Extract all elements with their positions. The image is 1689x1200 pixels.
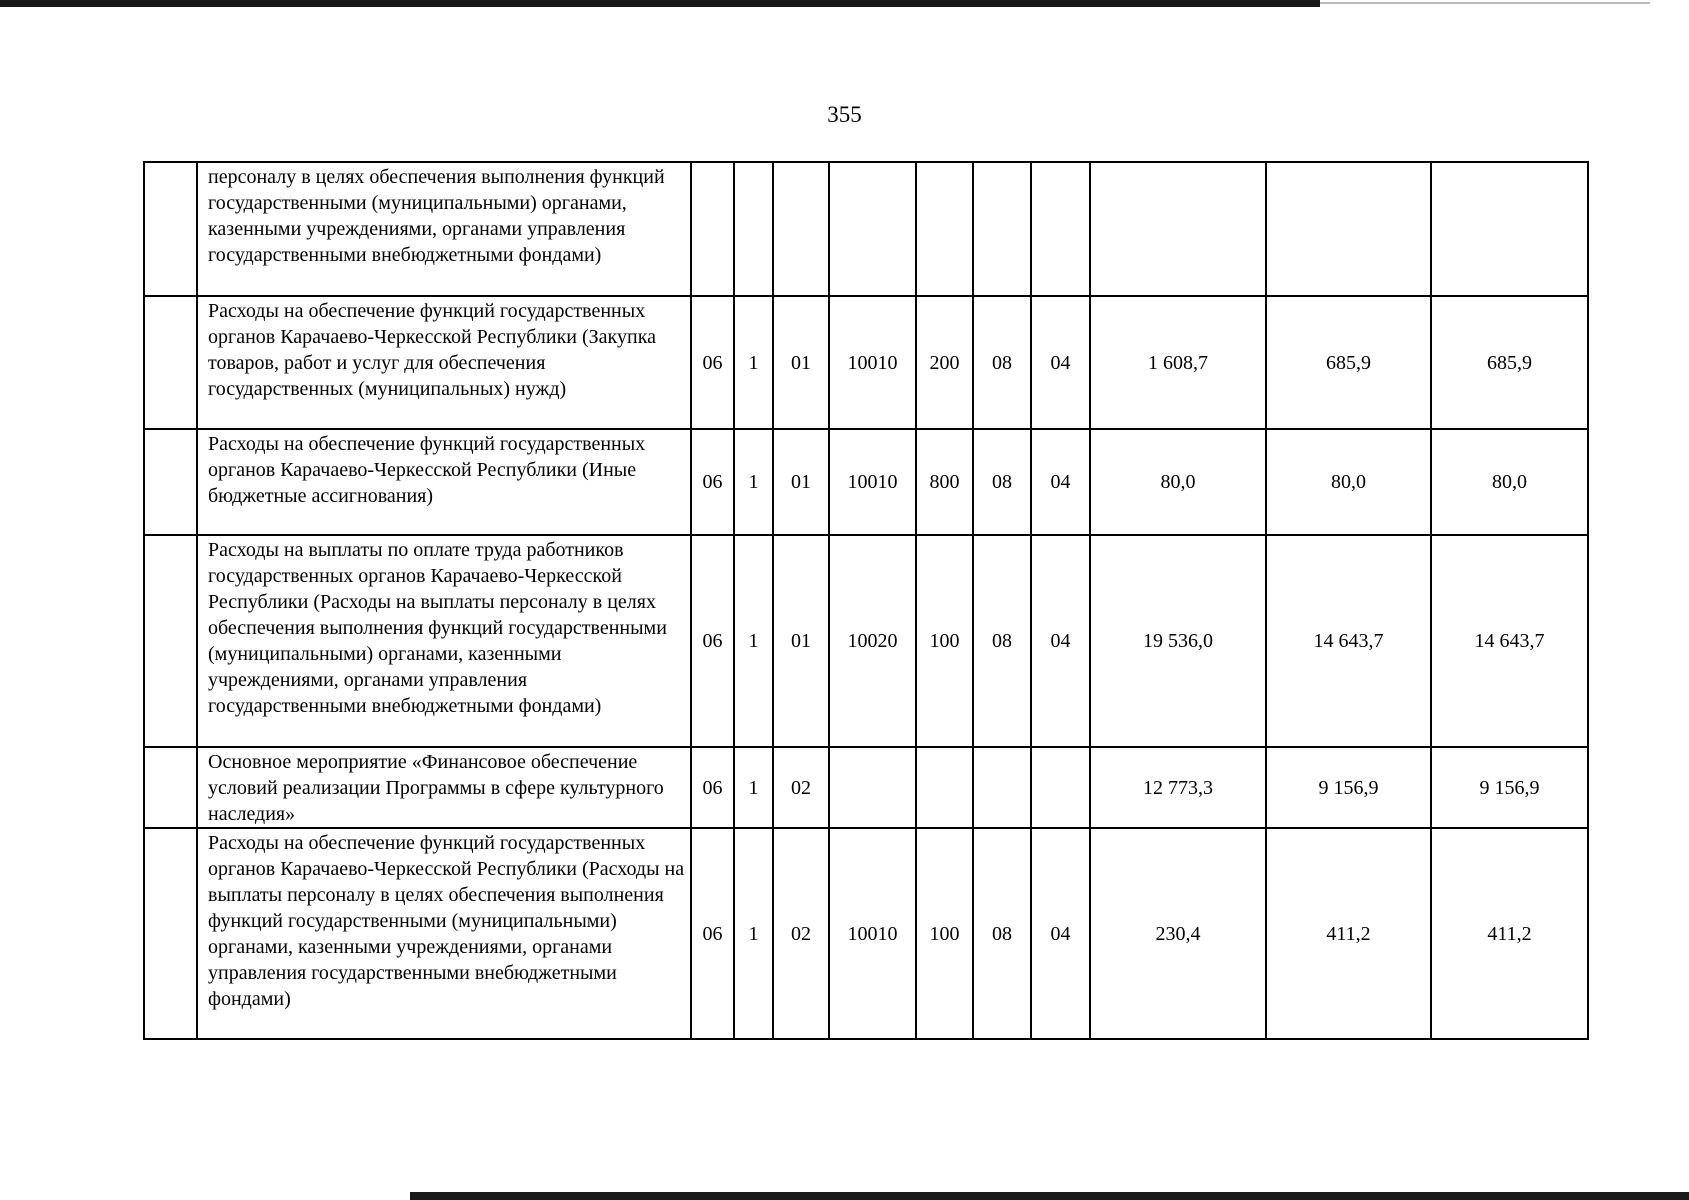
amount-cell-1: 12 773,3 <box>1090 747 1266 828</box>
subsection-code-cell: 04 <box>1031 535 1090 747</box>
ministry-code-cell <box>691 162 734 296</box>
direction-code-cell: 10020 <box>829 535 916 747</box>
direction-code-cell: 10010 <box>829 296 916 429</box>
expense-type-code-cell: 100 <box>916 535 973 747</box>
row-number-cell <box>144 429 197 535</box>
amount-cell-2: 9 156,9 <box>1266 747 1431 828</box>
ministry-code-cell: 06 <box>691 535 734 747</box>
expense-type-code-cell: 100 <box>916 828 973 1039</box>
amount-cell-1: 80,0 <box>1090 429 1266 535</box>
main-event-code-cell: 01 <box>773 429 829 535</box>
scan-edge-bottom <box>410 1192 1689 1200</box>
row-number-cell <box>144 162 197 296</box>
amount-cell-2: 80,0 <box>1266 429 1431 535</box>
expense-type-code-cell: 800 <box>916 429 973 535</box>
subprogram-code-cell: 1 <box>734 535 773 747</box>
section-code-cell: 08 <box>973 296 1031 429</box>
amount-cell-1: 230,4 <box>1090 828 1266 1039</box>
amount-cell-3 <box>1431 162 1588 296</box>
main-event-code-cell <box>773 162 829 296</box>
expense-name-cell: Основное мероприятие «Финансовое обеспечение условий реализации Программы в сфере культурного наследия» <box>197 747 691 828</box>
amount-cell-1: 1 608,7 <box>1090 296 1266 429</box>
amount-cell-3: 685,9 <box>1431 296 1588 429</box>
row-number-cell <box>144 828 197 1039</box>
main-event-code-cell: 01 <box>773 296 829 429</box>
amount-cell-3: 411,2 <box>1431 828 1588 1039</box>
table-row <box>144 535 1588 747</box>
main-event-code-cell: 02 <box>773 747 829 828</box>
amount-cell-2: 685,9 <box>1266 296 1431 429</box>
main-event-code-cell: 02 <box>773 828 829 1039</box>
amount-cell-3: 14 643,7 <box>1431 535 1588 747</box>
expense-type-code-cell <box>916 747 973 828</box>
direction-code-cell <box>829 747 916 828</box>
amount-cell-2 <box>1266 162 1431 296</box>
section-code-cell <box>973 162 1031 296</box>
section-code-cell: 08 <box>973 828 1031 1039</box>
table-row <box>144 747 1588 828</box>
subsection-code-cell <box>1031 747 1090 828</box>
subsection-code-cell: 04 <box>1031 429 1090 535</box>
expense-name-cell: Расходы на обеспечение функций государственных органов Карачаево-Черкесской Республики (Закупка товаров, работ и услуг для обеспечения государственных (муниципальных) нужд) <box>197 296 691 429</box>
subprogram-code-cell: 1 <box>734 296 773 429</box>
page-number: 355 <box>827 102 862 127</box>
budget-table <box>143 161 1589 1040</box>
main-event-code-cell: 01 <box>773 535 829 747</box>
subsection-code-cell <box>1031 162 1090 296</box>
subsection-code-cell: 04 <box>1031 296 1090 429</box>
expense-name-cell: Расходы на выплаты по оплате труда работников государственных органов Карачаево-Черкесской Республики (Расходы на выплаты персоналу в целях обеспечения выполнения функций государственными (муниципальными) органами, казенными учреждениями, органами управления государственными внебюджетными фондами) <box>197 535 691 747</box>
amount-cell-1: 19 536,0 <box>1090 535 1266 747</box>
row-number-cell <box>144 535 197 747</box>
scan-edge-top <box>0 0 1320 7</box>
expense-name-cell: Расходы на обеспечение функций государственных органов Карачаево-Черкесской Республики (Расходы на выплаты персоналу в целях обеспечения выполнения функций государственными (муниципальными) органами, казенными учреждениями, органами управления государственными внебюджетными фондами) <box>197 828 691 1039</box>
expense-type-code-cell <box>916 162 973 296</box>
ministry-code-cell: 06 <box>691 747 734 828</box>
table-row <box>144 828 1588 1039</box>
section-code-cell: 08 <box>973 535 1031 747</box>
amount-cell-1 <box>1090 162 1266 296</box>
row-number-cell <box>144 296 197 429</box>
section-code-cell <box>973 747 1031 828</box>
table-row <box>144 162 1588 296</box>
row-number-cell <box>144 747 197 828</box>
amount-cell-2: 14 643,7 <box>1266 535 1431 747</box>
ministry-code-cell: 06 <box>691 828 734 1039</box>
direction-code-cell: 10010 <box>829 828 916 1039</box>
amount-cell-3: 9 156,9 <box>1431 747 1588 828</box>
expense-name-cell: Расходы на обеспечение функций государственных органов Карачаево-Черкесской Республики (Иные бюджетные ассигнования) <box>197 429 691 535</box>
table-row <box>144 429 1588 535</box>
amount-cell-2: 411,2 <box>1266 828 1431 1039</box>
ministry-code-cell: 06 <box>691 429 734 535</box>
ministry-code-cell: 06 <box>691 296 734 429</box>
expense-type-code-cell: 200 <box>916 296 973 429</box>
subprogram-code-cell: 1 <box>734 828 773 1039</box>
scan-edge-top-fade <box>1320 2 1650 4</box>
amount-cell-3: 80,0 <box>1431 429 1588 535</box>
subprogram-code-cell: 1 <box>734 429 773 535</box>
direction-code-cell <box>829 162 916 296</box>
direction-code-cell: 10010 <box>829 429 916 535</box>
subsection-code-cell: 04 <box>1031 828 1090 1039</box>
section-code-cell: 08 <box>973 429 1031 535</box>
subprogram-code-cell <box>734 162 773 296</box>
expense-name-cell: персоналу в целях обеспечения выполнения функций государственными (муниципальными) органами, казенными учреждениями, органами управления государственными внебюджетными фондами) <box>197 162 691 296</box>
subprogram-code-cell: 1 <box>734 747 773 828</box>
table-row <box>144 296 1588 429</box>
